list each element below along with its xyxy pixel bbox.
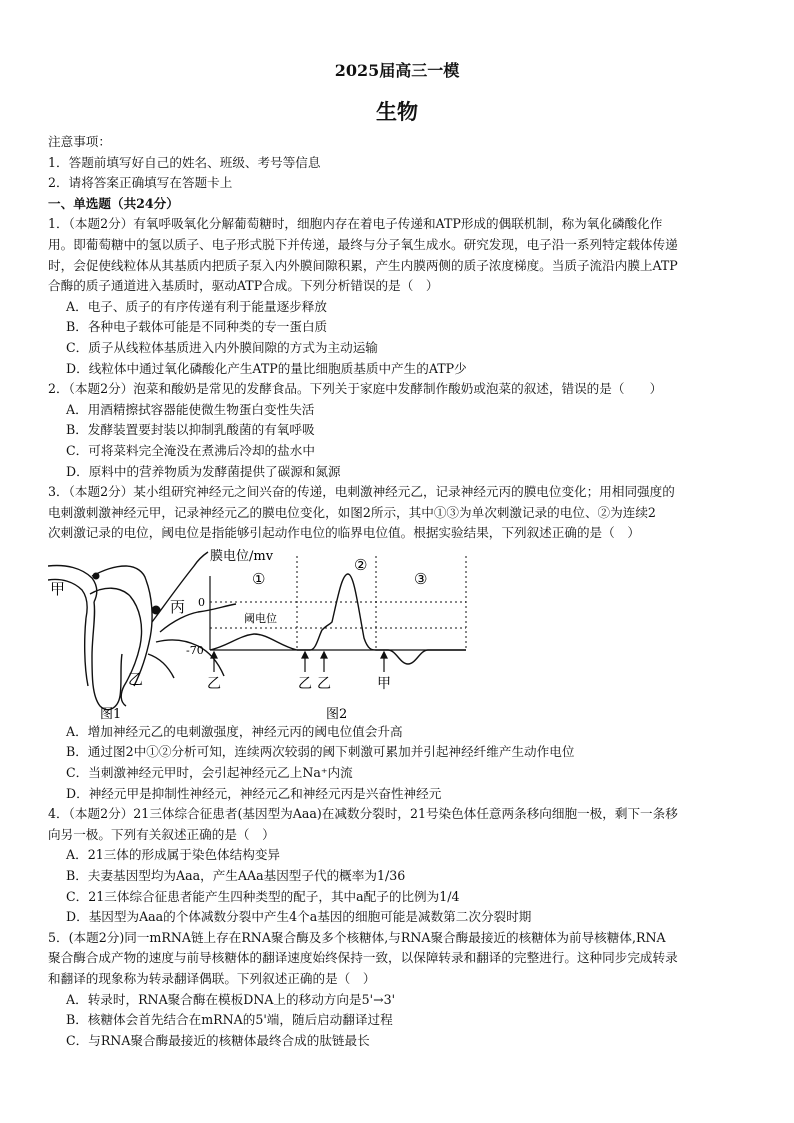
question-text-line: 4．（本题2分）21三体综合征患者(基因型为Aaa)在减数分裂时，21号染色体任意两条移向细胞一极，剩下一条移 — [48, 806, 678, 822]
exam-title: 2025届高三一模 — [334, 61, 460, 80]
option-c: C．21三体综合征患者能产生四种类型的配子，其中a配子的比例为1/4 — [66, 888, 460, 904]
option-c: C．可将菜料完全淹没在煮沸后冷却的盐水中 — [66, 442, 315, 458]
subject-title: 生物 — [376, 99, 418, 124]
option-c: C．与RNA聚合酶最接近的核糖体最终合成的肽链最长 — [66, 1032, 370, 1048]
option-b: B．发酵装置要封装以抑制乳酸菌的有氧呼吸 — [66, 422, 315, 438]
question-3 — [48, 482, 752, 804]
option-d: D．线粒体中通过氧化磷酸化产生ATP的量比细胞质基质中产生的ATP少 — [66, 360, 467, 376]
figure-svg — [48, 546, 478, 722]
question-text-line: 2．（本题2分）泡菜和酸奶是常见的发酵食品。下列关于家庭中发酵制作酸奶或泡菜的叙述，错误的是（ ） — [48, 381, 663, 397]
section-heading: 一、单选题（共24分） — [48, 195, 179, 211]
option-d: D．原料中的营养物质为发酵菌提供了碳源和氮源 — [66, 463, 341, 479]
question-5 — [48, 928, 752, 1052]
option-d: D．神经元甲是抑制性神经元，神经元乙和神经元丙是兴奋性神经元 — [66, 785, 442, 801]
exam-content — [48, 132, 752, 1051]
stim-label-jia: 甲 — [377, 675, 391, 692]
option-c: C．质子从线粒体基质进入内外膜间隙的方式为主动运输 — [66, 339, 378, 355]
option-b: B．各种电子载体可能是不同种类的专一蛋白质 — [66, 319, 328, 335]
label-jia: 甲 — [50, 579, 66, 598]
region-3-label: ③ — [414, 569, 428, 588]
region-2-label: ② — [354, 555, 368, 574]
label-bing: 丙 — [170, 597, 186, 616]
threshold-label: 阈电位 — [244, 611, 277, 625]
question-text-line: 和翻译的现象称为转录翻译偶联。下列叙述正确的是（ ） — [48, 971, 376, 986]
option-a: A．增加神经元乙的电刺激强度，神经元丙的阈电位值会升高 — [66, 723, 403, 739]
question-1 — [48, 214, 752, 379]
option-c: C．当刺激神经元甲时，会引起神经元乙上Na⁺内流 — [66, 765, 353, 781]
option-a: A．21三体的形成属于染色体结构变异 — [66, 847, 281, 863]
question-2 — [48, 379, 752, 482]
option-b: B．核糖体会首先结合在mRNA的5'端，随后启动翻译过程 — [66, 1012, 393, 1028]
figure-2-axes — [210, 556, 466, 650]
question-text-line: 3．（本题2分）某小组研究神经元之间兴奋的传递，电刺激神经元乙，记录神经元丙的膜电位变化；用相同强度的 — [48, 484, 675, 500]
question-text-line: 聚合酶合成产物的速度与前导核糖体的翻译速度始终保持一致，以保障转录和翻译的完整进行。这种同步完成转录 — [48, 950, 678, 966]
tick-minus70: -70 — [186, 643, 204, 657]
tick-zero: 0 — [198, 595, 205, 609]
figure-neurons — [48, 546, 752, 722]
option-d: D．基因型为Aaa的个体减数分裂中产生4个a基因的细胞可能是减数第二次分裂时期 — [66, 909, 532, 925]
label-yi: 乙 — [128, 669, 144, 688]
question-text-line: 次刺激记录的电位，阈电位是指能够引起动作电位的临界电位值。根据实验结果，下列叙述正确的是（ ） — [48, 525, 640, 541]
stim-label-yi: 乙 — [207, 675, 221, 692]
stim-label-yi: 乙 — [298, 675, 312, 692]
question-text-line: 向另一极。下列有关叙述正确的是（ ） — [48, 826, 275, 842]
notes-heading: 注意事项： — [48, 134, 111, 149]
stim-label-yi: 乙 — [317, 675, 331, 692]
figure-1-caption: 图1 — [100, 706, 122, 722]
synapse-dot-bing — [152, 605, 161, 614]
option-a: A．转录时，RNA聚合酶在模板DNA上的移动方向是5'→3' — [66, 991, 396, 1007]
question-text-line: 5．(本题2分)同一mRNA链上存在RNA聚合酶及多个核糖体,与RNA聚合酶最接近的核糖体为前导核糖体,RNA — [48, 929, 666, 945]
option-a: A．电子、质子的有序传递有利于能量逐步释放 — [66, 298, 327, 314]
note-item: 1．答题前填写好自己的姓名、班级、考号等信息 — [48, 154, 321, 170]
option-b: B．通过图2中①②分析可知，连续两次较弱的阈下刺激可累加并引起神经纤维产生动作电位 — [66, 744, 575, 760]
option-a: A．用酒精擦拭容器能使微生物蛋白变性失活 — [66, 401, 315, 417]
option-b: B．夫妻基因型均为Aaa，产生AAa基因型子代的概率为1/36 — [66, 868, 406, 884]
note-item: 2．请将答案正确填写在答题卡上 — [48, 175, 233, 191]
synapse-dot-jia — [93, 572, 100, 579]
region-1-label: ① — [252, 569, 266, 588]
y-axis-label: 膜电位/mv — [210, 548, 274, 564]
question-text-line: 电刺激刺激神经元甲，记录神经元乙的膜电位变化，如图2所示，其中①③为单次刺激记录的电位、②为连续2 — [48, 504, 656, 520]
question-text-line: 时，会促使线粒体从其基质内把质子泵入内外膜间隙积累，产生内膜两侧的质子浓度梯度。当质子流沿内膜上ATP — [48, 257, 678, 273]
question-text-line: 用。即葡萄糖中的氢以质子、电子形式脱下并传递，最终与分子氧生成水。研究发现，电子沿一系列特定载体传递 — [48, 236, 678, 252]
question-text-line: 合酶的质子通道进入基质时，驱动ATP合成。下列分析错误的是（ ） — [48, 278, 439, 294]
figure-2-caption: 图2 — [326, 706, 348, 722]
question-4 — [48, 804, 752, 928]
question-text-line: 1．（本题2分）有氧呼吸氧化分解葡萄糖时，细胞内存在着电子传递和ATP形成的偶联机制，称为氧化磷酸化作 — [48, 216, 663, 232]
stimulus-arrows — [211, 652, 387, 672]
